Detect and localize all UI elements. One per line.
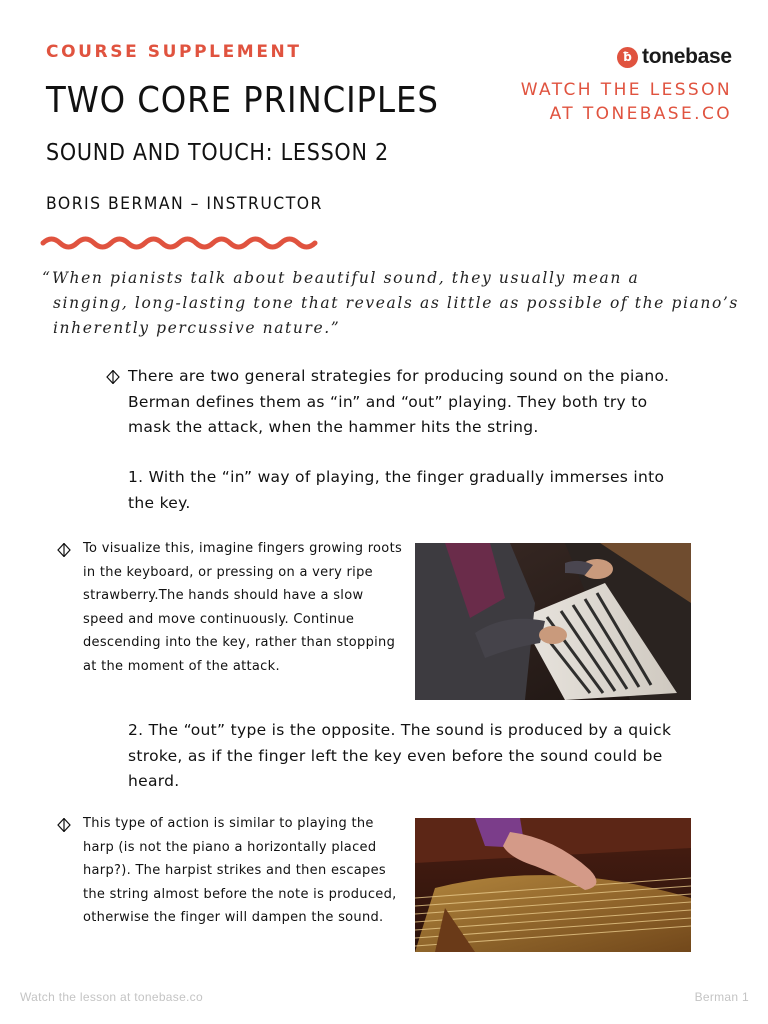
in-playing-detail: To visualize this, imagine fingers growing roots in the keyboard, or pressing on a very ripe strawberry.The hands should have a slow speed and move continuously. Continue descending into the key, rather than stopping at the moment of the attack. [83,541,403,674]
quote-line-3: inherently percussive nature.” [53,319,341,337]
tonebase-logo-icon: ƀ [617,47,638,68]
bullet-diamond-icon [106,370,120,384]
watch-line-1: WATCH THE LESSON [520,80,732,100]
bullet-diamond-icon [57,818,71,832]
in-playing-heading: 1. With the “in” way of playing, the finger gradually immerses into the key. [128,468,665,512]
berman-quote [42,266,739,341]
out-playing-heading: 2. The “out” type is the opposite. The sound is produced by a quick stroke, as if the finger left the key even before the sound could be heard. [128,721,672,790]
tonebase-logo[interactable] [617,45,732,69]
page-title: TWO CORE PRINCIPLES [46,80,439,121]
quote-line-1: “When pianists talk about beautiful sound, they usually mean a [42,269,640,287]
tonebase-logo-text: tonebase [642,45,732,68]
instructor-name: BORIS BERMAN – INSTRUCTOR [46,194,323,214]
quote-line-2: singing, long-lasting tone that reveals as little as possible of the piano’s [53,294,739,312]
course-supplement-label: COURSE SUPPLEMENT [46,42,302,62]
out-playing-detail: This type of action is similar to playing the harp (is not the piano a horizontally placed harp?). The harpist strikes and then escapes the string almost before the note is produced, otherwise the finger will dampen the sound. [83,816,397,925]
footer-page-label: Berman 1 [694,990,749,1004]
squiggle-divider [40,232,322,254]
piano-strings-photo [415,818,691,952]
intro-paragraph: There are two general strategies for producing sound on the piano. Berman defines them as “in” and “out” playing. They both try to mask the attack, when the hammer hits the string. [128,367,670,436]
footer-watch-link[interactable]: Watch the lesson at tonebase.co [20,990,203,1004]
watch-lesson-link[interactable] [521,78,732,126]
watch-line-2: AT TONEBASE.CO [549,104,732,124]
pianist-keyboard-photo [415,543,691,700]
bullet-diamond-icon [57,543,71,557]
lesson-subtitle: SOUND AND TOUCH: LESSON 2 [46,140,389,166]
